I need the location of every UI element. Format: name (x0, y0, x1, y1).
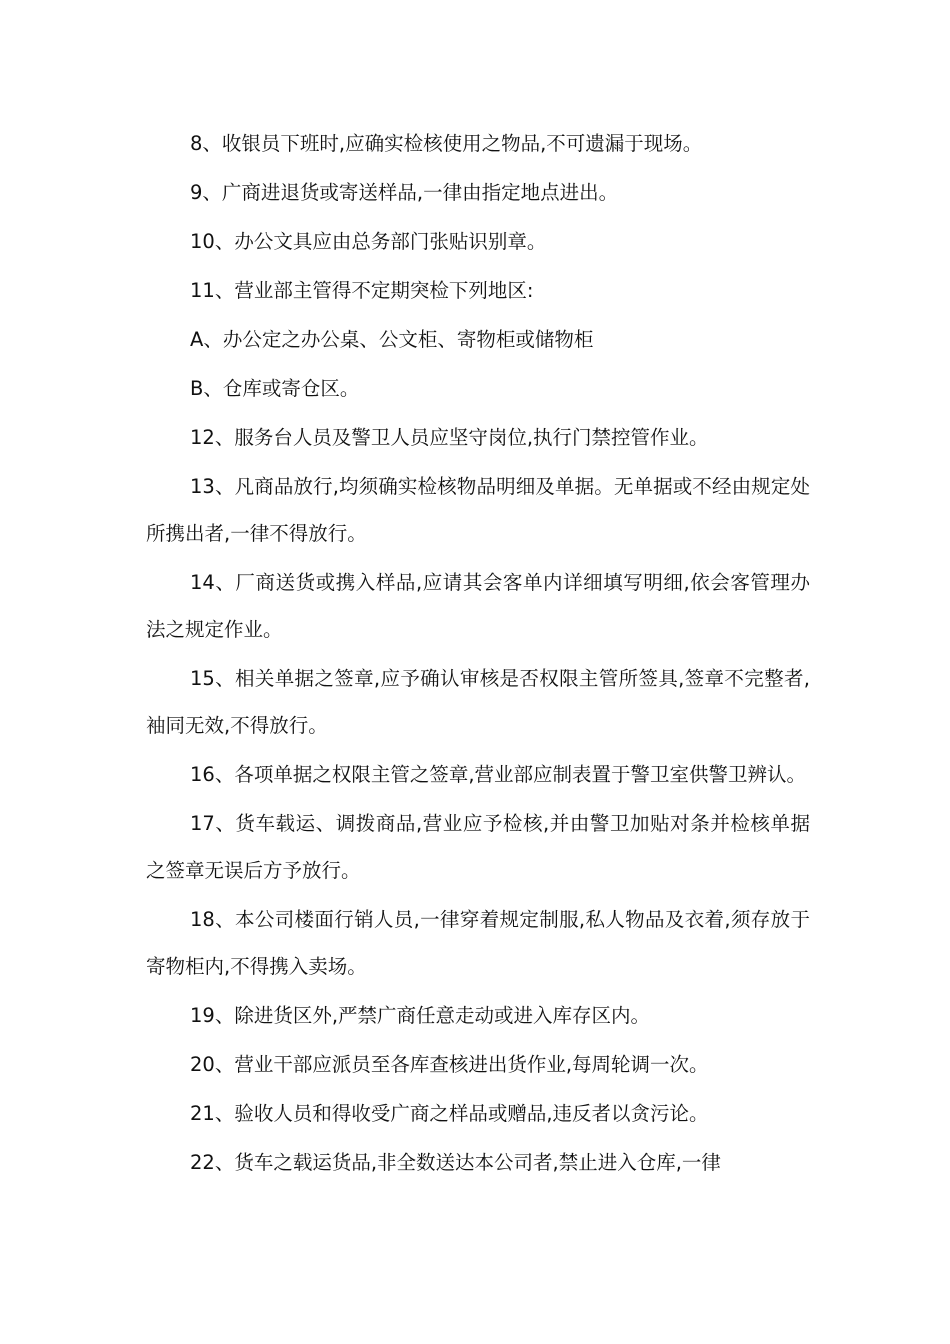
paragraph-20: 20、营业干部应派员至各库查核进出货作业,每周轮调一次。 (190, 1053, 709, 1076)
paragraph-19: 19、除进货区外,严禁广商任意走动或进入库存区内。 (190, 1004, 651, 1027)
paragraph-22: 22、货车之载运货品,非全数送达本公司者,禁止进入仓库,一律 (190, 1151, 721, 1174)
paragraph-15: 15、相关单据之签章,应予确认审核是否权限主管所签具,签章不完整者,袖同无效,不得放行。 (146, 667, 810, 737)
paragraph-16: 16、各项单据之权限主管之签章,营业部应制表置于警卫室供警卫辨认。 (190, 763, 807, 786)
document-body (146, 120, 810, 1186)
paragraph-11-a: A、办公定之办公桌、公文柜、寄物柜或储物柜 (190, 328, 594, 351)
paragraph-10: 10、办公文具应由总务部门张贴识别章。 (190, 230, 547, 253)
paragraph-11-b: B、仓库或寄仓区。 (190, 377, 360, 400)
paragraph-17: 17、货车载运、调拨商品,营业应予检核,并由警卫加贴对条并检核单据之签章无误后方予放行。 (146, 812, 810, 882)
paragraph-21: 21、验收人员和得收受广商之样品或赠品,违反者以贪污论。 (190, 1102, 709, 1125)
paragraph-14: 14、厂商送货或携入样品,应请其会客单内详细填写明细,依会客管理办法之规定作业。 (146, 571, 810, 641)
paragraph-12: 12、服务台人员及警卫人员应坚守岗位,执行门禁控管作业。 (190, 426, 709, 449)
paragraph-9: 9、广商进退货或寄送样品,一律由指定地点进出。 (190, 181, 619, 204)
paragraph-18: 18、本公司楼面行销人员,一律穿着规定制服,私人物品及衣着,须存放于寄物柜内,不得携入卖场。 (146, 908, 810, 978)
paragraph-8: 8、收银员下班时,应确实检核使用之物品,不可遗漏于现场。 (190, 132, 703, 155)
paragraph-11: 11、营业部主管得不定期突检下列地区: (190, 279, 534, 302)
paragraph-13: 13、凡商品放行,均须确实检核物品明细及单据。无单据或不经由规定处所携出者,一律不得放行。 (146, 475, 810, 545)
